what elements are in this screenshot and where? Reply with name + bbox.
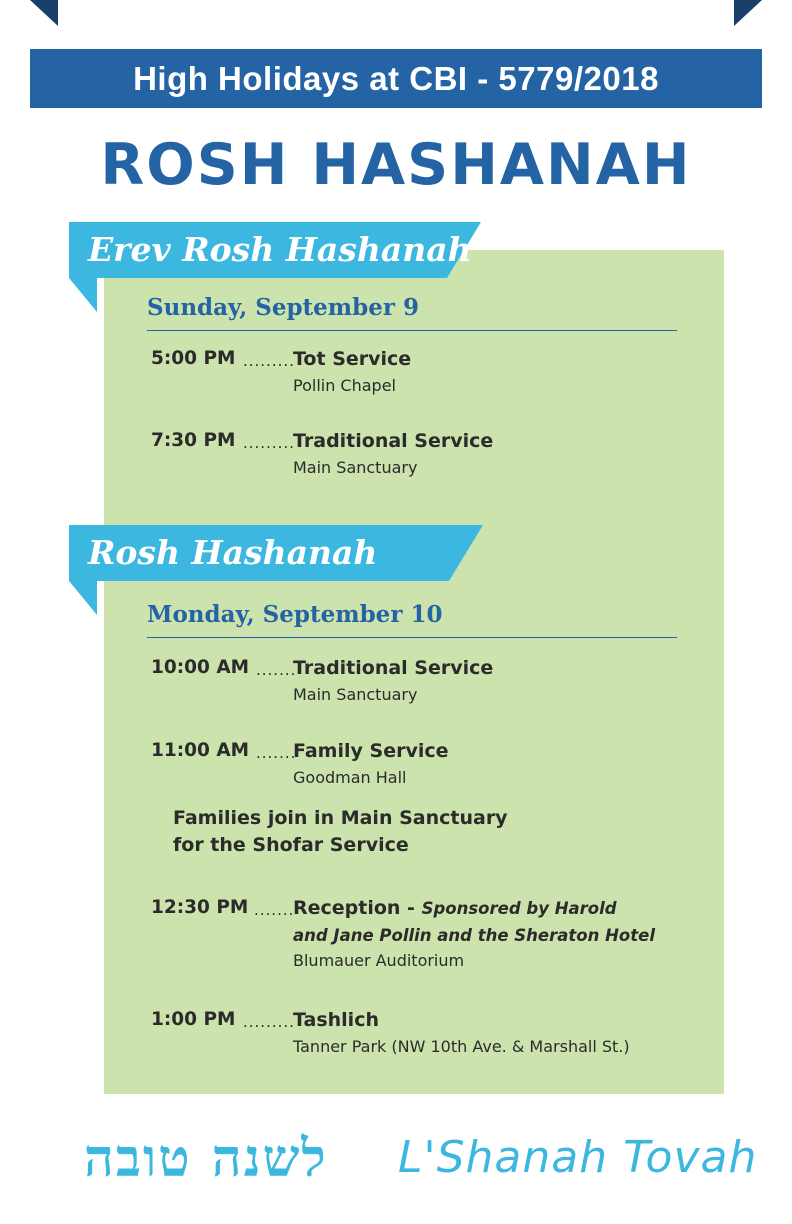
footer-english-greeting: L'Shanah Tovah	[398, 1132, 758, 1183]
event-title-text: Reception -	[293, 897, 422, 919]
shofar-note-line1: Families join in Main Sanctuary	[173, 807, 508, 829]
date-heading-sunday: Sunday, September 9	[147, 294, 419, 321]
date-heading-monday: Monday, September 10	[147, 601, 443, 628]
leader-dots: .......	[254, 901, 295, 919]
date-rule	[147, 330, 677, 331]
event-location: Main Sanctuary	[293, 458, 418, 477]
banner-fold-left	[30, 0, 58, 26]
event-title	[293, 897, 617, 919]
event-location: Blumauer Auditorium	[293, 951, 465, 970]
footer-hebrew-greeting: לשנה טובה	[84, 1128, 328, 1189]
leader-dots: .........	[243, 1013, 295, 1031]
leader-dots: .......	[256, 661, 297, 679]
event-time: 12:30 PM	[151, 897, 249, 918]
event-time: 11:00 AM	[151, 740, 250, 761]
date-rule	[147, 637, 677, 638]
event-title: Tot Service	[293, 348, 412, 370]
event-title: Traditional Service	[293, 430, 494, 452]
ribbon-fold-erev	[69, 278, 97, 312]
event-location: Goodman Hall	[293, 768, 407, 787]
event-location: Tanner Park (NW 10th Ave. & Marshall St.)	[293, 1037, 630, 1056]
section-title-rosh: Rosh Hashanah	[88, 533, 378, 572]
page-title: ROSH HASHANAH	[100, 132, 692, 198]
event-title: Family Service	[293, 740, 449, 762]
leader-dots: .........	[243, 352, 295, 370]
leader-dots: .........	[243, 434, 295, 452]
event-time: 5:00 PM	[151, 348, 236, 369]
banner-fold-right	[734, 0, 762, 26]
ribbon-fold-rosh	[69, 581, 97, 615]
event-time: 7:30 PM	[151, 430, 236, 451]
sponsor-text-line2: and Jane Pollin and the Sheraton Hotel	[293, 926, 655, 945]
banner-title: High Holidays at CBI - 5779/2018	[133, 60, 659, 97]
event-time: 1:00 PM	[151, 1009, 236, 1030]
event-location: Pollin Chapel	[293, 376, 396, 395]
sponsor-text: Sponsored by Harold	[421, 899, 617, 918]
section-title-erev: Erev Rosh Hashanah	[88, 230, 472, 269]
shofar-note-line2: for the Shofar Service	[173, 834, 409, 856]
leader-dots: .......	[256, 744, 297, 762]
event-title: Traditional Service	[293, 657, 494, 679]
event-location: Main Sanctuary	[293, 685, 418, 704]
event-time: 10:00 AM	[151, 657, 250, 678]
event-title: Tashlich	[293, 1009, 379, 1031]
